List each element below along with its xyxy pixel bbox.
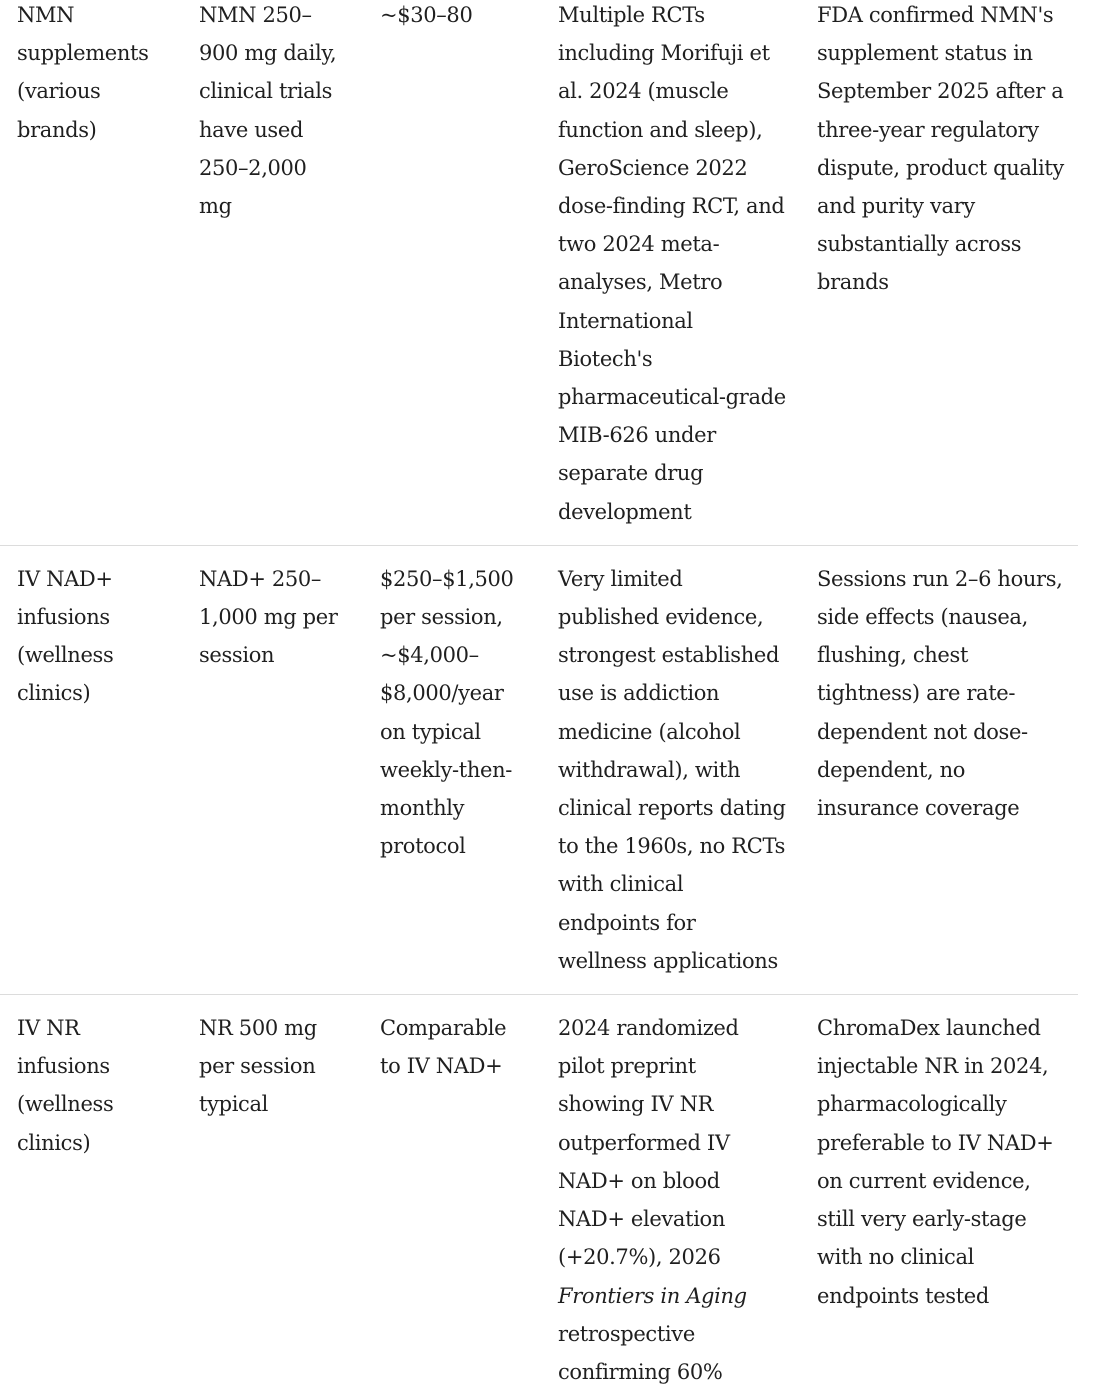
approach-text: IV NR infusions (wellness clinics) xyxy=(17,1016,114,1155)
cell-approach xyxy=(0,995,182,1391)
notes-text: FDA confirmed NMN's supplement status in September 2025 after a three-year regulatory dispute, product quality and purity vary substantially across brands xyxy=(817,3,1064,295)
cell-dose xyxy=(182,545,363,994)
evidence-text-pre: 2024 randomized pilot preprint showing IV NR outperformed IV NAD+ on blood NAD+ elevation (+20.7%), 2026 xyxy=(558,1016,739,1270)
evidence-text-post: retrospective confirming 60% xyxy=(558,1321,723,1384)
cell-approach xyxy=(0,0,182,545)
cell-evidence xyxy=(541,545,800,994)
cell-evidence xyxy=(541,995,800,1391)
cell-cost xyxy=(363,0,541,545)
notes-text: ChromaDex launched injectable NR in 2024, pharmacologically preferable to IV NAD+ on current evidence, still very early-stage with no clinical endpoints tested xyxy=(817,1016,1054,1308)
cell-notes xyxy=(800,0,1078,545)
cell-dose xyxy=(182,995,363,1391)
cell-approach xyxy=(0,545,182,994)
evidence-text: Multiple RCTs including Morifuji et al. 2024 (muscle function and sleep), GeroScience 2022 dose-finding RCT, and two 2024 meta-analyses, Metro International Biotech's pharmaceutical-grade MIB-626 under separate drug development xyxy=(558,3,786,524)
journal-title: Frontiers in Aging xyxy=(558,1283,747,1308)
cell-notes xyxy=(800,545,1078,994)
cell-dose xyxy=(182,0,363,545)
cost-text: $250–$1,500 per session, ~$4,000–$8,000/year on typical weekly-then-monthly protocol xyxy=(380,566,514,859)
cell-evidence xyxy=(541,0,800,545)
table-row xyxy=(0,545,1078,994)
cost-text: ~$30–80 xyxy=(380,3,473,27)
cost-text: Comparable to IV NAD+ xyxy=(380,1016,507,1079)
evidence-text: Very limited published evidence, strongest established use is addiction medicine (alcohol withdrawal), with clinical reports dating to the 1960s, no RCTs with clinical endpoints for wellness applications xyxy=(558,566,786,973)
approach-text: NMN supplements (various brands) xyxy=(17,3,149,142)
dose-text: NAD+ 250–1,000 mg per session xyxy=(199,566,338,668)
table-row xyxy=(0,0,1078,545)
cell-cost xyxy=(363,995,541,1391)
cell-cost xyxy=(363,545,541,994)
notes-text: Sessions run 2–6 hours, side effects (nausea, flushing, chest tightness) are rate-dependent not dose-dependent, no insurance coverage xyxy=(817,566,1063,821)
cell-notes xyxy=(800,995,1078,1391)
table-row xyxy=(0,995,1078,1391)
dose-text: NMN 250–900 mg daily, clinical trials have used 250–2,000 mg xyxy=(199,3,337,219)
dose-text: NR 500 mg per session typical xyxy=(199,1016,317,1117)
approach-text: IV NAD+ infusions (wellness clinics) xyxy=(17,566,114,706)
